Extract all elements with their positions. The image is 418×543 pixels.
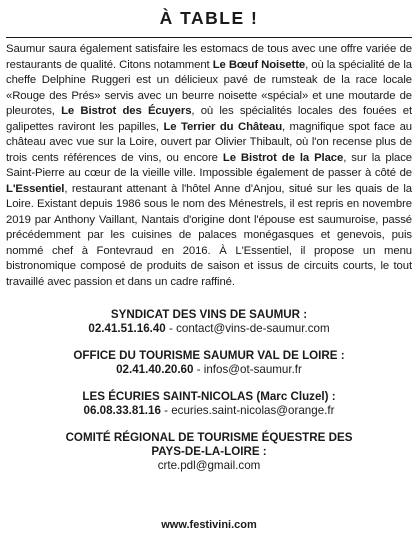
restaurant-name: L'Essentiel [6, 182, 65, 195]
body-text-run: , sur la place Saint-Pierre au cœur de la vieille ville. Impossible également de passer à côté de [6, 151, 412, 179]
restaurant-name: Le Bœuf Noisette [212, 58, 306, 71]
contact-email-link[interactable]: contact@vins-de-saumur.com [176, 322, 330, 335]
contact-ecuries [0, 390, 418, 418]
body-text-run: , magnifique spot face au château avec vue sur la Loire, ouvert par Olivier Thibault, où l'on recense plus de trois cents références de vins, ou encore [6, 120, 412, 164]
body-text-run: Saumur saura également satisfaire les estomacs de tous avec une offre variée de restaurants de qualité. Citons notamment [6, 43, 412, 71]
body-text-run: , où les spécialités locales des fouées et galipettes raviront les papilles, [6, 105, 412, 133]
body-text-run: , où la spécialité de la cheffe Delphine Ruggeri est un délicieux pavé de rumsteak de la race locale «Rouge des Prés» servis avec un beurre noisette «spécial» et une moutarde de pleurotes, [6, 58, 412, 117]
contact-syndicat [0, 308, 418, 336]
body-text-run: , restaurant attenant à l'hôtel Anne d'Anjou, situé sur les quais de la Loire. Existant depuis 1986 sous le nom des Ménestrels, il est repris en novembre 2019 par Anthony Vaillant, Nantais d'origine dont l'épouse est saumuroise, passé précédemment par les cuisines de palaces monégasques et genevois, puis nommé chef à Fontevraud en 2016. À L'Essentiel, il propose un menu bistronomique composé de produits de saison et issus de circuits courts, le tout travaillé avec passion et dans un cadre raffiné. [6, 182, 412, 288]
article-title: À TABLE ! [159, 8, 259, 28]
contact-org: COMITÉ RÉGIONAL DE TOURISME ÉQUESTRE DES PAYS-DE-LA-LOIRE : [65, 431, 353, 458]
restaurant-name: Le Bistrot de la Place [222, 151, 344, 164]
contact-comite-equestre [0, 431, 418, 473]
contact-org: SYNDICAT DES VINS DE SAUMUR : [110, 308, 308, 321]
contact-email-link[interactable]: crte.pdl@gmail.com [157, 459, 261, 472]
footer-website-link[interactable]: www.festivini.com [161, 519, 257, 531]
contact-separator: - [160, 404, 172, 417]
contact-email-link[interactable]: ecuries.saint-nicolas@orange.fr [171, 404, 335, 417]
contact-org: OFFICE DU TOURISME SAUMUR VAL DE LOIRE : [73, 349, 345, 362]
contact-separator: - [165, 322, 177, 335]
contact-phone: 06.08.33.81.16 [83, 404, 161, 417]
contact-phone: 02.41.40.20.60 [116, 363, 194, 376]
contacts-list [0, 308, 418, 473]
article-body [6, 42, 412, 290]
contact-office-tourisme [0, 349, 418, 377]
title-divider [6, 37, 412, 38]
contact-org: LES ÉCURIES SAINT-NICOLAS (Marc Cluzel) : [82, 390, 336, 403]
restaurant-name: Le Bistrot des Écuyers [61, 105, 192, 117]
contact-separator: - [193, 363, 204, 376]
contact-email-link[interactable]: infos@ot-saumur.fr [203, 363, 302, 376]
contact-phone: 02.41.51.16.40 [88, 322, 166, 335]
restaurant-name: Le Terrier du Château [163, 120, 283, 133]
